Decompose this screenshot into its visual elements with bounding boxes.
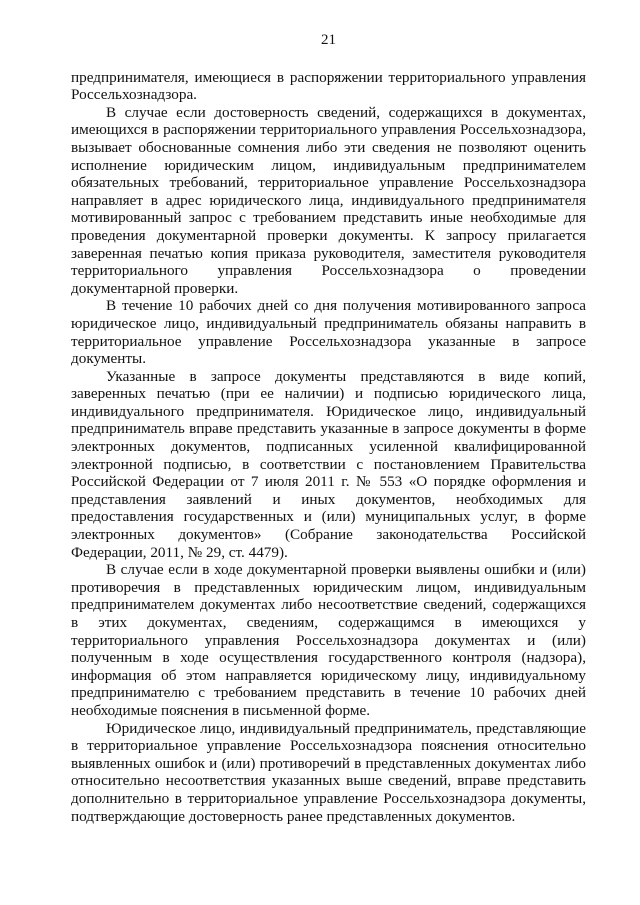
body-text [71,69,586,826]
paragraph-response-deadline: В течение 10 рабочих дней со дня получения мотивированного запроса юридическое лицо, индивидуальный предприниматель обязаны направить в территориальное управление Россельхознадзора указанные в запросе документы. [71,297,586,368]
paragraph-document-format: Указанные в запросе документы представляются в виде копий, заверенных печатью (при ее наличии) и подписью юридического лица, индивидуального предпринимателя. Юридическое лицо, индивидуальный предприниматель вправе представить указанные в запросе документы в форме электронных документов, подписанных усиленной квалифицированной электронной подписью, в соответствии с постановлением Правительства Российской Федерации от 7 июля 2011 г. № 553 «О порядке оформления и представления заявлений и иных документов, необходимых для предоставления государственных и (или) муниципальных услуг, в форме электронных документов» (Собрание законодательства Российской Федерации, 2011, № 29, ст. 4479). [71,367,586,561]
page-number: 21 [321,32,336,48]
paragraph-explanations: Юридическое лицо, индивидуальный предприниматель, представляющие в территориальное управление Россельхознадзора пояснения относительно выявленных ошибок и (или) противоречий в представленных документах либо относительно несоответствия указанных выше сведений, вправе представить дополнительно в территориальное управление Россельхознадзора документы, подтверждающие достоверность ранее представленных документов. [71,719,586,825]
paragraph-errors-found: В случае если в ходе документарной проверки выявлены ошибки и (или) противоречия в представленных юридическим лицом, индивидуальным предпринимателем документах либо несоответствие сведений, содержащихся в этих документах, сведениям, содержащимся в имеющихся у территориального управления Россельхознадзора документах и (или) полученным в ходе осуществления государственного контроля (надзора), информация об этом направляется юридическому лицу, индивидуальному предпринимателю с требованием представить в течение 10 рабочих дней необходимые пояснения в письменной форме. [71,561,586,719]
paragraph-continuation: предпринимателя, имеющиеся в распоряжении территориального управления Россельхознадзора. [71,68,586,104]
paragraph-reliability-doubt: В случае если достоверность сведений, содержащихся в документах, имеющихся в распоряжении территориального управления Россельхознадзора, вызывает обоснованные сомнения либо эти сведения не позволяют оценить исполнение юридическим лицом, индивидуальным предпринимателем обязательных требований, территориальное управление Россельхознадзора направляет в адрес юридического лица, индивидуального предпринимателя мотивированный запрос с требованием представить иные необходимые для проведения документарной проверки документы. К запросу прилагается заверенная печатью копия приказа руководителя, заместителя руководителя территориального управления Россельхознадзора о проведении документарной проверки. [71,103,586,297]
